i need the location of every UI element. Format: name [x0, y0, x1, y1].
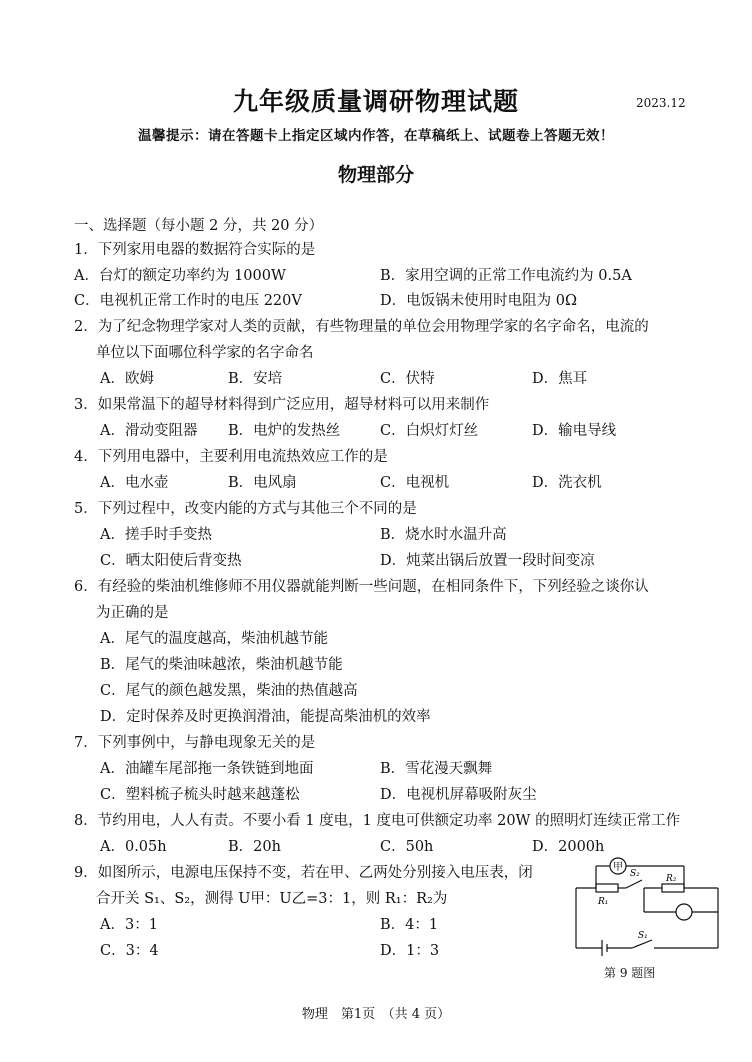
resistor-r1-icon	[596, 884, 618, 892]
q6-option-d: D．定时保养及时更换润滑油，能提高柴油机的效率	[100, 709, 431, 725]
q6-option-c: C．尾气的颜色越发黑，柴油的热值越高	[100, 683, 358, 699]
question-9-stem-cont: 合开关 S₁、S₂，测得 U甲：U乙=3：1，则 R₁：R₂为	[96, 891, 448, 907]
q6-option-a: A．尾气的温度越高，柴油机越节能	[100, 631, 328, 647]
label-jia: 甲	[613, 862, 623, 873]
q3-option-c: C．白炽灯灯丝	[380, 423, 479, 439]
label-s1: S₁	[638, 931, 648, 941]
q4-option-d: D．洗衣机	[532, 475, 602, 491]
circuit-diagram	[572, 854, 722, 958]
q8-option-a: A．0.05h	[100, 839, 167, 855]
question-2-stem: 2．为了纪念物理学家对人类的贡献，有些物理量的单位会用物理学家的名字命名，电流的	[74, 319, 649, 335]
q7-option-a: A．油罐车尾部拖一条铁链到地面	[100, 761, 314, 777]
q2-option-d: D．焦耳	[532, 371, 588, 387]
q7-option-d: D．电视机屏幕吸附灰尘	[380, 787, 537, 803]
switch-s2-icon	[626, 880, 642, 888]
q4-option-a: A．电水壶	[100, 475, 169, 491]
label-r1: R₁	[598, 897, 609, 907]
section-heading: 一、选择题（每小题 2 分，共 20 分）	[74, 218, 324, 234]
q2-option-b: B．安培	[228, 371, 283, 387]
q1-option-a: A．台灯的额定功率约为 1000W	[74, 268, 286, 284]
page-title: 九年级质量调研物理试题	[232, 87, 519, 116]
label-s2: S₂	[630, 869, 640, 879]
question-8-stem: 8．节约用电，人人有责。不要小看 1 度电，1 度电可供额定功率 20W 的照明灯连续正常工作	[74, 813, 681, 829]
q3-option-b: B．电炉的发热丝	[228, 423, 341, 439]
q8-option-d: D．2000h	[532, 839, 605, 855]
question-9-stem: 9．如图所示，电源电压保持不变，若在甲、乙两处分别接入电压表，闭	[74, 865, 533, 881]
warm-tip: 温馨提示：请在答题卡上指定区域内作答，在草稿纸上、试题卷上答题无效！	[138, 128, 614, 144]
q5-option-d: D．炖菜出锅后放置一段时间变凉	[380, 553, 595, 569]
question-5-stem: 5．下列过程中，改变内能的方式与其他三个不同的是	[74, 501, 417, 517]
q8-option-c: C．50h	[380, 839, 434, 855]
q4-option-c: C．电视机	[380, 475, 450, 491]
label-r2: R₂	[666, 874, 677, 884]
q2-option-c: C．伏特	[380, 371, 435, 387]
section-subtitle: 物理部分	[337, 164, 414, 186]
q5-option-a: A．搓手时手变热	[100, 527, 212, 543]
q1-option-d: D．电饭锅未使用时电阻为 0Ω	[380, 293, 577, 309]
page-footer: 物理 第1页 （共 4 页）	[301, 1007, 451, 1022]
meter-yi-icon	[676, 904, 692, 920]
question-7-stem: 7．下列事例中，与静电现象无关的是	[74, 735, 316, 751]
q9-option-b: B．4：1	[380, 917, 439, 933]
q7-option-c: C．塑料梳子梳头时越来越蓬松	[100, 787, 300, 803]
q2-option-a: A．欧姆	[100, 371, 154, 387]
q9-option-a: A．3：1	[100, 917, 158, 933]
question-4-stem: 4．下列用电器中，主要利用电流热效应工作的是	[74, 449, 388, 465]
resistor-r2-icon	[662, 884, 684, 892]
switch-s1-icon	[632, 940, 652, 948]
q8-option-b: B．20h	[228, 839, 281, 855]
q1-option-b: B．家用空调的正常工作电流约为 0.5A	[380, 268, 632, 284]
figure-caption: 第 9 题图	[604, 966, 656, 980]
question-3-stem: 3．如果常温下的超导材料得到广泛应用，超导材料可以用来制作	[74, 397, 490, 413]
q1-option-c: C．电视机正常工作时的电压 220V	[74, 293, 302, 309]
question-6-stem: 6．有经验的柴油机维修师不用仪器就能判断一些问题，在相同条件下，下列经验之谈你认	[74, 579, 649, 595]
q3-option-d: D．输电导线	[532, 423, 617, 439]
q9-option-d: D．1：3	[380, 943, 440, 959]
question-6-stem-cont: 为正确的是	[96, 605, 169, 621]
exam-date: 2023.12	[636, 96, 686, 110]
question-2-stem-cont: 单位以下面哪位科学家的名字命名	[96, 345, 314, 361]
question-1-stem: 1．下列家用电器的数据符合实际的是	[74, 242, 316, 258]
q6-option-b: B．尾气的柴油味越浓，柴油机越节能	[100, 657, 343, 673]
q3-option-a: A．滑动变阻器	[100, 423, 198, 439]
q7-option-b: B．雪花漫天飘舞	[380, 761, 493, 777]
q5-option-c: C．晒太阳使后背变热	[100, 553, 242, 569]
q9-option-c: C．3：4	[100, 943, 159, 959]
q5-option-b: B．烧水时水温升高	[380, 527, 507, 543]
q4-option-b: B．电风扇	[228, 475, 297, 491]
